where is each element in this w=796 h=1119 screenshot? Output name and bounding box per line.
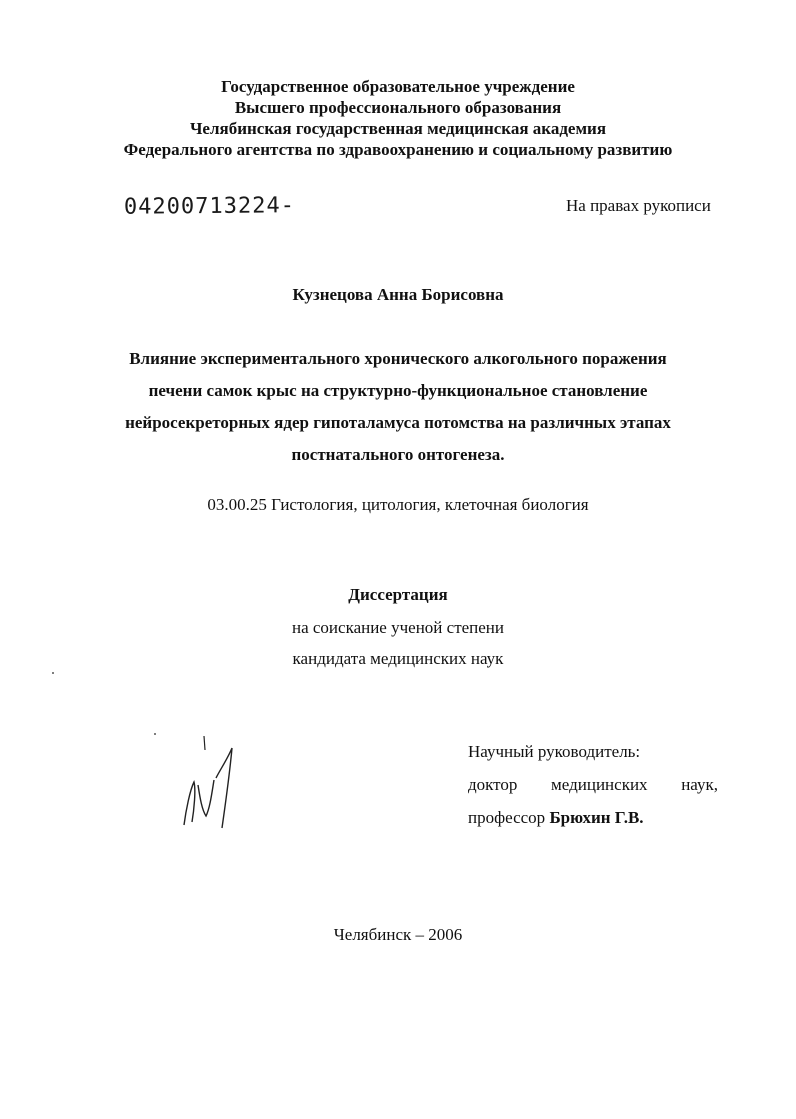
institution-line-3: Челябинская государственная медицинская академия (189, 119, 607, 138)
rights-note: На правах рукописи (566, 196, 711, 215)
institution-header (0, 76, 796, 160)
title-line-3: нейросекреторных ядер гипоталамуса потомства на различных этапах (125, 413, 671, 432)
advisor-block (468, 735, 718, 834)
institution-line-4: Федерального агентства по здравоохранению и социальному развитию (123, 140, 673, 159)
author-name: Кузнецова Анна Борисовна (292, 285, 504, 304)
specialty-code: 03.00.25 Гистология, цитология, клеточная биология (207, 495, 589, 514)
advisor-title-prefix: профессор (468, 808, 546, 827)
scan-speck (52, 672, 54, 674)
title-line-2: печени самок крыс на структурно-функциональное становление (148, 381, 648, 400)
advisor-name: Брюхин Г.В. (549, 808, 644, 827)
advisor-degree-word-3: наук, (681, 775, 718, 794)
signature-mark (176, 730, 246, 840)
advisor-name-line (468, 801, 718, 834)
scan-speck (154, 733, 156, 735)
registration-number: 04200713224- (123, 193, 296, 220)
advisor-degree-word-1: доктор (468, 775, 518, 794)
institution-line-1: Государственное образовательное учреждение (221, 77, 575, 96)
advisor-degree (468, 768, 718, 801)
dissertation-heading: Диссертация (348, 585, 448, 604)
degree-line-1: на соискание ученой степени (291, 618, 505, 637)
degree-line-2: кандидата медицинских наук (292, 649, 504, 668)
advisor-degree-word-2: медицинских (551, 775, 648, 794)
title-line-4: постнатального онтогенеза. (291, 445, 505, 464)
advisor-label: Научный руководитель: (468, 742, 641, 761)
institution-line-2: Высшего профессионального образования (234, 98, 562, 117)
title-line-1: Влияние экспериментального хронического алкогольного поражения (129, 349, 667, 368)
city-year: Челябинск – 2006 (333, 925, 463, 944)
dissertation-title (0, 343, 796, 471)
degree-info (0, 612, 796, 674)
